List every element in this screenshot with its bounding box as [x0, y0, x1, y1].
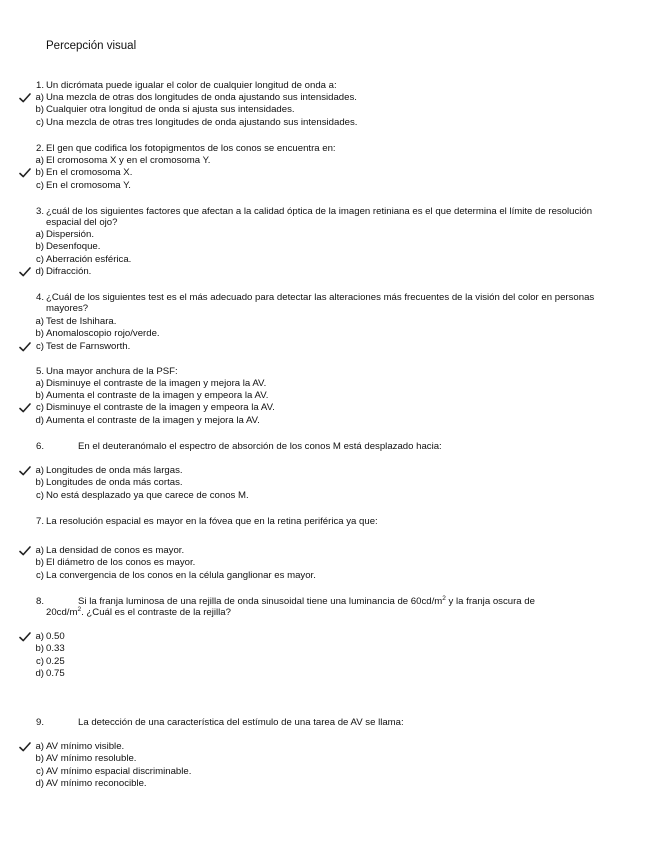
option-letter: b): [35, 643, 44, 654]
option-text: Difracción.: [46, 266, 92, 277]
question-text-body: La detección de una característica del estímulo de una tarea de AV se llama:: [78, 717, 404, 728]
question-text-body: ¿Cuál de los siguientes test es el más adecuado para detectar las alteraciones más frecuentes de la visión del color en personas mayores?: [46, 292, 595, 314]
option-text: 0.50: [46, 631, 65, 642]
question-text-part: 20cd/m: [46, 607, 78, 618]
option-letter: b): [35, 104, 44, 115]
option-letter: a): [35, 545, 44, 556]
question-text-body: ¿cuál de los siguientes factores que afectan a la calidad óptica de la imagen retiniana es el que determina el límite de resolución espacial del ojo?: [46, 206, 593, 228]
option-text: Longitudes de onda más cortas.: [46, 477, 183, 488]
option-letter: b): [35, 390, 44, 401]
question-text-part: . ¿Cuál es el contraste de la rejilla?: [81, 607, 231, 618]
question-text-body: Una mayor anchura de la PSF:: [46, 366, 178, 377]
question-text-line: [78, 596, 535, 607]
option-text: 0.25: [46, 656, 65, 667]
option-text: Test de Farnsworth.: [46, 341, 131, 352]
question-text-body: El gen que codifica los fotopigmentos de los conos se encuentra en:: [46, 143, 336, 154]
option-letter: a): [35, 229, 44, 240]
question-number: 2.: [35, 143, 44, 154]
option-letter: a): [35, 465, 44, 476]
option-text: Aberración esférica.: [46, 254, 132, 265]
option-text: Desenfoque.: [46, 241, 101, 252]
option-letter: c): [36, 490, 44, 501]
option-letter: c): [36, 402, 44, 413]
option-letter: b): [35, 241, 44, 252]
superscript: 2: [442, 594, 446, 602]
option-text: 0.33: [46, 643, 65, 654]
option-text: AV mínimo visible.: [46, 741, 125, 752]
option-letter: b): [35, 557, 44, 568]
question-text-part: y la franja oscura de: [445, 596, 535, 607]
option-text: El diámetro de los conos es mayor.: [46, 557, 196, 568]
question-text-body: Un dicrómata puede igualar el color de cualquier longitud de onda a:: [46, 80, 337, 91]
option-letter: d): [35, 778, 44, 789]
option-letter: d): [35, 668, 44, 679]
question-text-line: [46, 607, 231, 618]
option-text: Una mezcla de otras tres longitudes de onda ajustando sus intensidades.: [46, 117, 358, 128]
option-text: La convergencia de los conos en la célula ganglionar es mayor.: [46, 570, 316, 581]
option-text: Cualquier otra longitud de onda si ajusta sus intensidades.: [46, 104, 295, 115]
option-text: Aumenta el contraste de la imagen y empeora la AV.: [46, 390, 269, 401]
option-letter: c): [36, 180, 44, 191]
question-number: 7.: [35, 516, 44, 527]
option-letter: b): [35, 167, 44, 178]
option-letter: b): [35, 477, 44, 488]
question-number: 3.: [35, 206, 44, 217]
option-text: Longitudes de onda más largas.: [46, 465, 183, 476]
option-text: El cromosoma X y en el cromosoma Y.: [46, 155, 211, 166]
option-text: AV mínimo reconocible.: [46, 778, 147, 789]
question-text-body: En el deuteranómalo el espectro de absorción de los conos M está desplazado hacia:: [78, 441, 442, 452]
question-number: 4.: [35, 292, 44, 303]
option-text: La densidad de conos es mayor.: [46, 545, 185, 556]
question-number: 6.: [35, 441, 44, 452]
option-text: En el cromosoma X.: [46, 167, 133, 178]
option-text: Test de Ishihara.: [46, 316, 117, 327]
option-text: Aumenta el contraste de la imagen y mejora la AV.: [46, 415, 260, 426]
option-letter: a): [35, 631, 44, 642]
option-letter: b): [35, 328, 44, 339]
option-letter: a): [35, 92, 44, 103]
question-text-body: La resolución espacial es mayor en la fóvea que en la retina periférica ya que:: [46, 516, 378, 527]
option-letter: d): [35, 415, 44, 426]
option-text: AV mínimo resoluble.: [46, 753, 137, 764]
option-letter: c): [36, 117, 44, 128]
superscript: 2: [77, 605, 82, 613]
option-letter: a): [35, 316, 44, 327]
question-number: 1.: [35, 80, 44, 91]
page-title: Percepción visual: [46, 40, 137, 52]
option-text: AV mínimo espacial discriminable.: [46, 766, 192, 777]
question-number: 5.: [35, 366, 44, 377]
option-text: Disminuye el contraste de la imagen y mejora la AV.: [46, 378, 267, 389]
option-text: Dispersión.: [46, 229, 94, 240]
option-letter: c): [36, 570, 44, 581]
question-text-part: Si la franja luminosa de una rejilla de onda sinusoidal tiene una luminancia de 60cd/m: [78, 596, 443, 607]
question-number: 9.: [35, 717, 44, 728]
option-text: No está desplazado ya que carece de conos M.: [46, 490, 249, 501]
option-text: Anomaloscopio rojo/verde.: [46, 328, 160, 339]
option-text: 0.75: [46, 668, 65, 679]
option-letter: d): [35, 266, 44, 277]
question-number: 8.: [35, 596, 44, 607]
option-text: Disminuye el contraste de la imagen y empeora la AV.: [46, 402, 275, 413]
option-letter: c): [36, 766, 44, 777]
option-letter: c): [36, 656, 44, 667]
option-text: Una mezcla de otras dos longitudes de onda ajustando sus intensidades.: [46, 92, 357, 103]
option-letter: b): [35, 753, 44, 764]
option-letter: c): [36, 254, 44, 265]
option-letter: a): [35, 155, 44, 166]
option-letter: a): [35, 378, 44, 389]
option-letter: c): [36, 341, 44, 352]
option-letter: a): [35, 741, 44, 752]
option-text: En el cromosoma Y.: [46, 180, 131, 191]
